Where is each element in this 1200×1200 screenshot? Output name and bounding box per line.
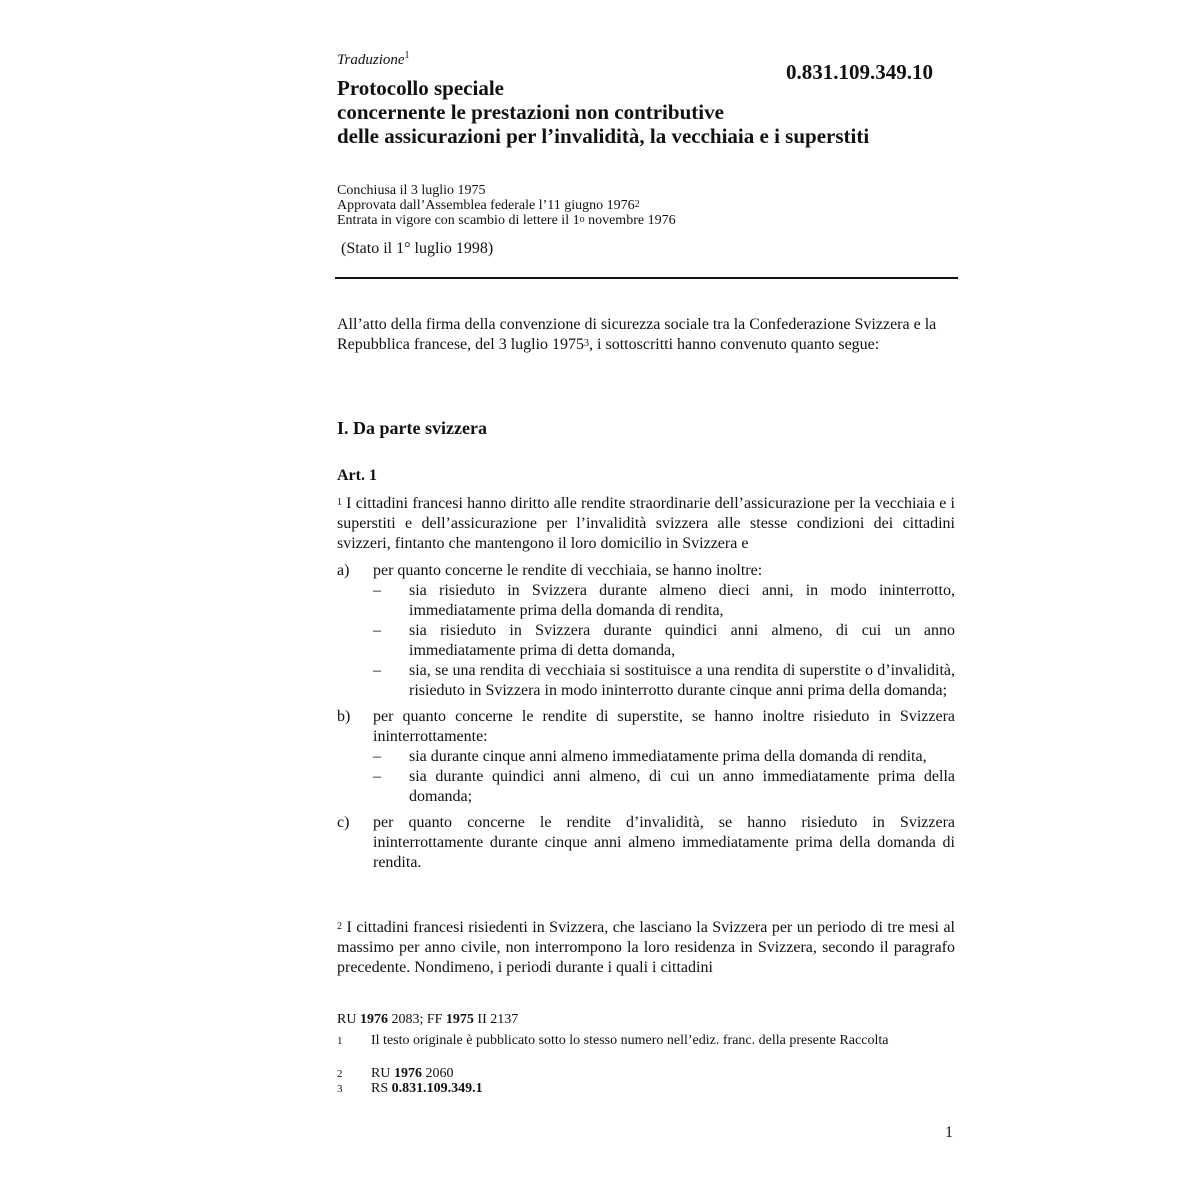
approved-date: Approvata dall’Assemblea federale l’11 giugno 1976$^2$ [337, 198, 640, 213]
conditions-list [337, 561, 955, 879]
paragraph-number: 2 [337, 921, 342, 932]
article-heading: Art. 1 [337, 467, 377, 484]
official-reference: RU 1976 2083; FF 1975 II 2137 [337, 1012, 519, 1027]
dash-item: – sia, se una rendita di vecchiaia si sostituisce a una rendita di superstite o d’invalidità, risieduto in Svizzera in modo ininterrotto durante cinque anni prima della domanda; [373, 662, 955, 699]
preamble: All’atto della firma della convenzione di sicurezza sociale tra la Confederazione Svizzera e la Repubblica francese, del 3 luglio 1975$^3$, i sottoscritti hanno convenuto quanto segue: [337, 316, 937, 353]
list-item: a) per quanto concerne le rendite di vecchiaia, se hanno inoltre: – sia risieduto in Svizzera durante almeno dieci anni, in modo ininterrotto, immediatamente prima della domanda di rendita, – sia risieduto in Svizzera durante quindici anni almeno, di cui un anno immediatamente prima di detta domanda, – sia, se una rendita di vecchiaia si sostituisce a una rendita di superstite o d’invalidità, risieduto in Svizzera in modo ininterrotto durante cinque anni prima della domanda; [337, 562, 955, 699]
footnote-ref[interactable]: 2 [634, 199, 640, 210]
section-heading: I. Da parte svizzera [337, 418, 487, 438]
document-title [337, 76, 869, 148]
footnote-ref[interactable]: 3 [584, 338, 590, 349]
title-line: Protocollo speciale [337, 76, 504, 100]
status-date: (Stato il 1° luglio 1998) [341, 240, 494, 257]
paragraph-number: 1 [337, 497, 342, 508]
article-paragraph-2: $^2$ I cittadini francesi risiedenti in Svizzera, che lasciano la Svizzera per un periodo di tre mesi al massimo per anno civile, non interrompono la loro residenza in Svizzera, secondo il paragrafo precedente. Nondimeno, i periodi durante i quali i cittadini [337, 919, 955, 976]
document-meta [337, 183, 676, 228]
item-label: b) [337, 708, 351, 725]
list-item: b) per quanto concerne le rendite di superstite, se hanno inoltre risieduto in Svizzera ininterrottamente: – sia durante cinque anni almeno immediatamente prima della domanda di rendita, – sia durante quindici anni almeno, di cui un anno immediatamente prima della domanda; [337, 708, 955, 805]
concluded-date: Conchiusa il 3 luglio 1975 [337, 183, 486, 198]
footnote: 1 Il testo originale è pubblicato sotto lo stesso numero nell’ediz. franc. della presente Raccolta [337, 1033, 889, 1048]
dash-item: – sia durante quindici anni almeno, di cui un anno immediatamente prima della domanda; [373, 768, 955, 805]
footnote-ref[interactable]: 1 [404, 50, 410, 61]
in-force-date: Entrata in vigore con scambio di lettere il 1$^o$ novembre 1976 [337, 213, 676, 228]
translation-label: Traduzione$^1$ [337, 50, 410, 68]
item-label: c) [337, 814, 350, 831]
title-line: delle assicurazioni per l’invalidità, la vecchiaia e i superstiti [337, 124, 870, 148]
document-number: 0.831.109.349.10 [786, 60, 933, 84]
dash-item: – sia risieduto in Svizzera durante quindici anni almeno, di cui un anno immediatamente prima di detta domanda, [373, 622, 955, 659]
dash-item: – sia risieduto in Svizzera durante almeno dieci anni, in modo ininterrotto, immediatamente prima della domanda di rendita, [373, 582, 955, 619]
page-number: 1 [945, 1124, 953, 1141]
list-item: c) per quanto concerne le rendite d’invalidità, se hanno risieduto in Svizzera ininterrottamente durante cinque anni almeno immediatamente prima della domanda di rendita. [337, 814, 955, 871]
dash-item: – sia durante cinque anni almeno immediatamente prima della domanda di rendita, [373, 748, 927, 765]
footnote: 2 RU 1976 2060 [337, 1066, 454, 1081]
title-line: concernente le prestazioni non contributive [337, 100, 724, 124]
header-divider [335, 277, 958, 279]
footnote: 3 RS 0.831.109.349.1 [337, 1081, 483, 1096]
item-label: a) [337, 562, 350, 579]
article-paragraph-1: $^1$ I cittadini francesi hanno diritto alle rendite straordinarie dell’assicurazione per la vecchiaia e i superstiti e dell’assicurazione per l’invalidità svizzera alle stesse condizioni dei cittadini svizzeri, fintanto che mantengono il loro domicilio in Svizzera e [337, 495, 955, 552]
